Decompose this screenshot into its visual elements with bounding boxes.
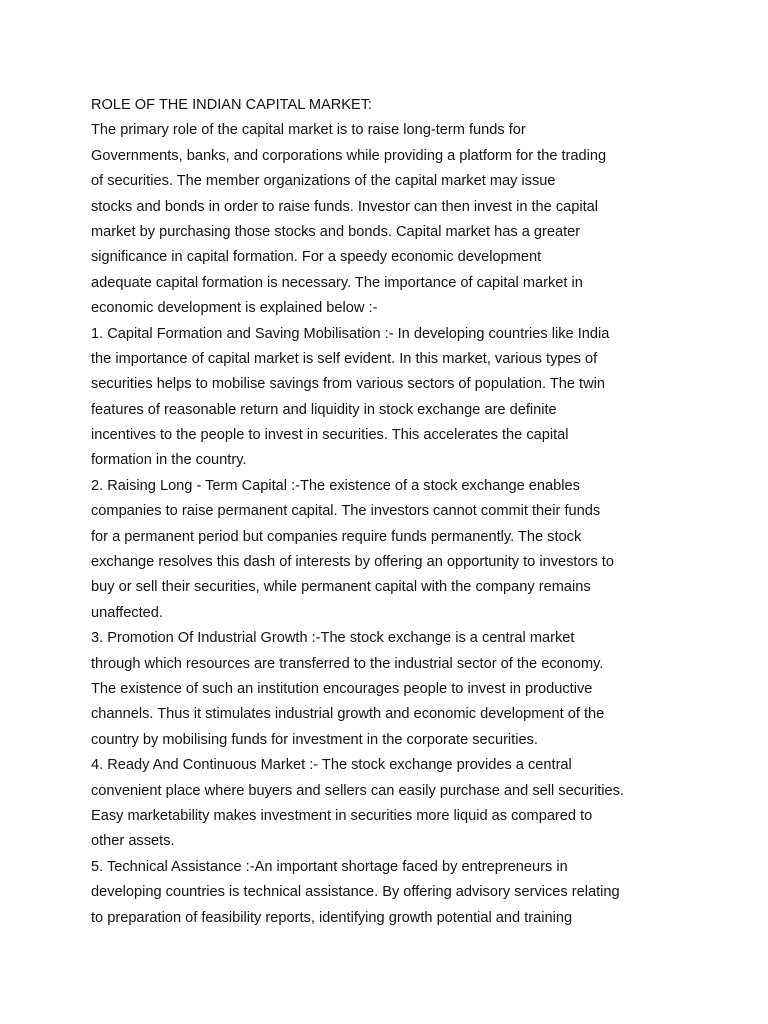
text-line: significance in capital formation. For a speedy economic development xyxy=(91,249,542,266)
text-line: exchange resolves this dash of interests by offering an opportunity to investors to xyxy=(91,554,614,571)
text-line: developing countries is technical assistance. By offering advisory services relating xyxy=(91,884,620,901)
text-line: The existence of such an institution encourages people to invest in productive xyxy=(91,680,593,697)
point-5-heading-line: 5. Technical Assistance :-An important shortage faced by entrepreneurs in xyxy=(91,858,568,875)
point-2-heading-line: 2. Raising Long - Term Capital :-The existence of a stock exchange enables xyxy=(91,477,580,494)
text-line: market by purchasing those stocks and bonds. Capital market has a greater xyxy=(91,223,581,240)
text-line: for a permanent period but companies require funds permanently. The stock xyxy=(91,528,582,545)
text-line: companies to raise permanent capital. The investors cannot commit their funds xyxy=(91,503,601,520)
text-line: of securities. The member organizations of the capital market may issue xyxy=(91,173,556,190)
point-3-heading-line: 3. Promotion Of Industrial Growth :-The stock exchange is a central market xyxy=(91,630,575,647)
text-line: unaffected. xyxy=(91,604,163,621)
document-title: ROLE OF THE INDIAN CAPITAL MARKET: xyxy=(91,97,373,113)
text-line: convenient place where buyers and sellers can easily purchase and sell securities. xyxy=(91,782,624,799)
text-line: formation in the country. xyxy=(91,452,247,469)
text-line: features of reasonable return and liquidity in stock exchange are definite xyxy=(91,401,557,418)
text-line: channels. Thus it stimulates industrial growth and economic development of the xyxy=(91,706,605,723)
text-line: other assets. xyxy=(91,833,175,850)
text-line: The primary role of the capital market is to raise long-term funds for xyxy=(91,122,526,139)
text-line: stocks and bonds in order to raise funds. Investor can then invest in the capital xyxy=(91,198,599,215)
point-1-heading-line: 1. Capital Formation and Saving Mobilisation :- In developing countries like India xyxy=(91,325,610,342)
text-line: through which resources are transferred to the industrial sector of the economy. xyxy=(91,655,604,672)
text-line: securities helps to mobilise savings from various sectors of population. The twin xyxy=(91,376,605,393)
text-line: buy or sell their securities, while permanent capital with the company remains xyxy=(91,579,591,596)
text-line: country by mobilising funds for investment in the corporate securities. xyxy=(91,731,538,748)
text-line: incentives to the people to invest in securities. This accelerates the capital xyxy=(91,427,569,444)
document-body xyxy=(91,93,691,931)
text-line: Easy marketability makes investment in securities more liquid as compared to xyxy=(91,807,593,824)
text-line: the importance of capital market is self evident. In this market, various types of xyxy=(91,350,598,367)
text-line: to preparation of feasibility reports, identifying growth potential and training xyxy=(91,909,573,926)
text-line: economic development is explained below :- xyxy=(91,300,378,317)
text-line: Governments, banks, and corporations while providing a platform for the trading xyxy=(91,147,607,164)
text-line: adequate capital formation is necessary. The importance of capital market in xyxy=(91,274,583,291)
point-4-heading-line: 4. Ready And Continuous Market :- The stock exchange provides a central xyxy=(91,757,572,774)
